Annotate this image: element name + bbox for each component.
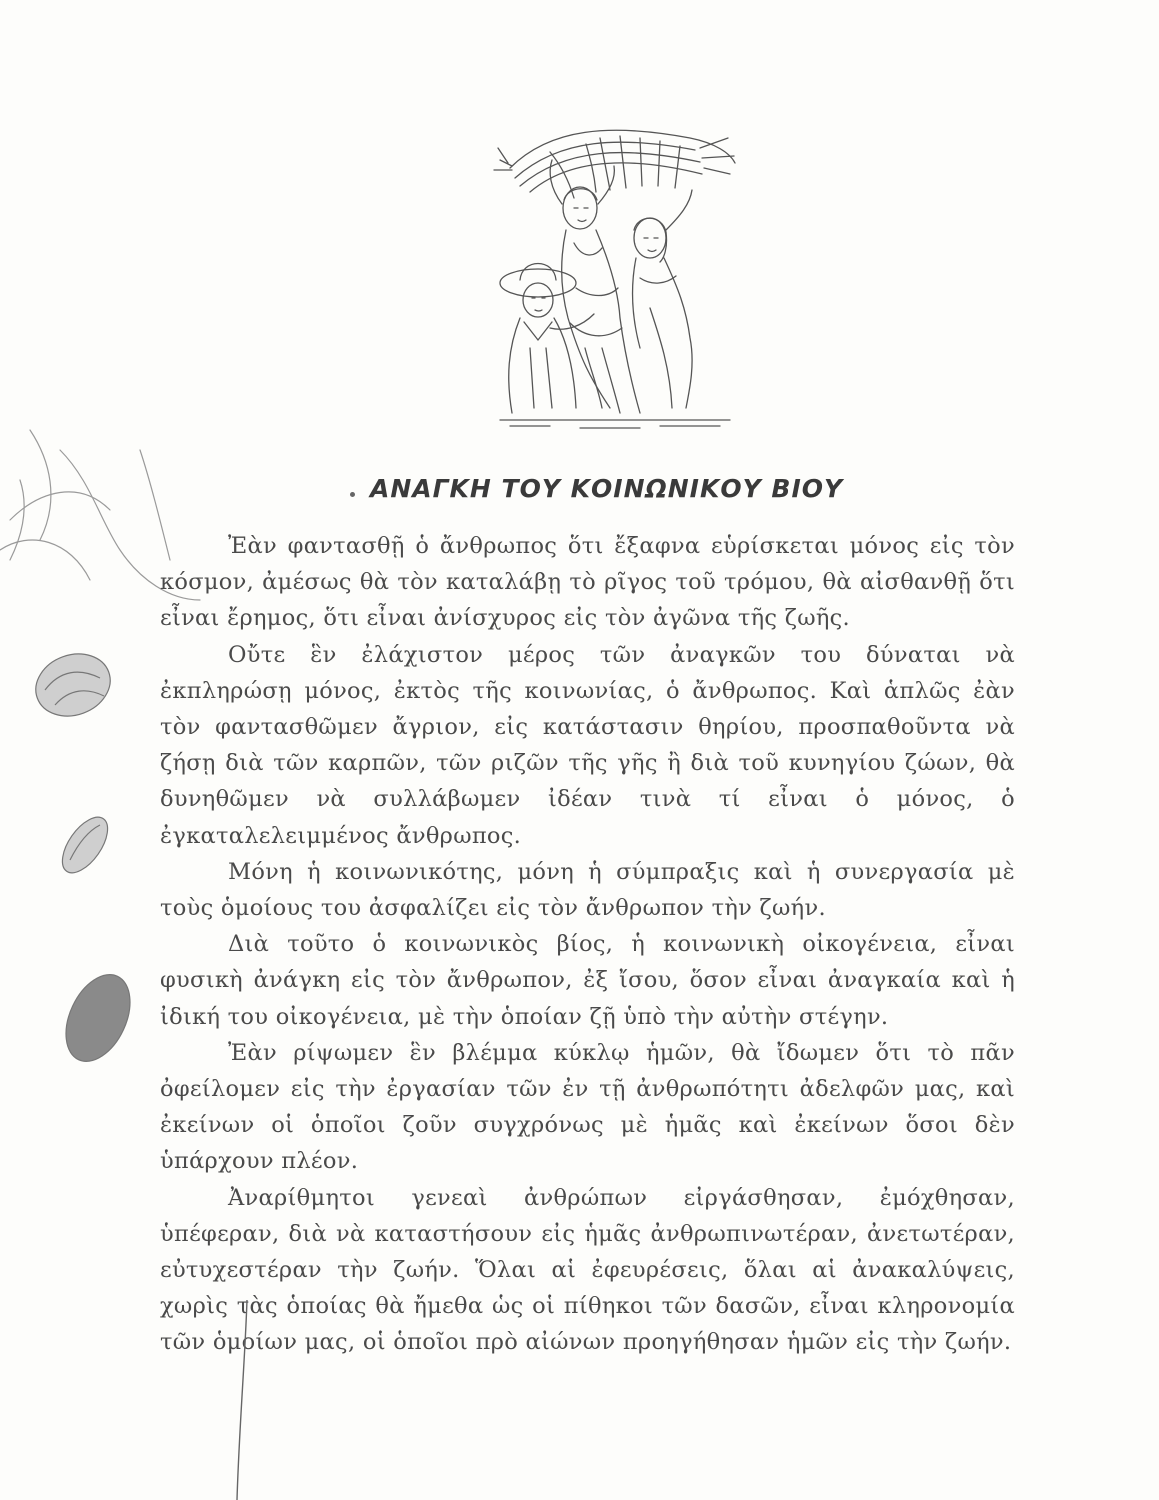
title-dot <box>350 492 355 497</box>
body-text <box>160 528 1015 1361</box>
paragraph-3: Μόνη ἡ κοινωνικότης, μόνη ἡ σύμπραξις καὶ ἡ συνεργασία μὲ τοὺς ὁμοίους του ἀσφαλίζει εἰς τὸν ἄνθρωπον τὴν ζωήν. <box>160 858 1015 922</box>
paragraph-4: Διὰ τοῦτο ὁ κοινωνικὸς βίος, ἡ κοινωνικὴ οἰκογένεια, εἶναι φυσικὴ ἀνάγκη εἰς τὸν ἄνθρωπον, ἐξ ἴσου, ὅσον εἶναι ἀναγκαία καὶ ἡ ἰδική του οἰκογένεια, μὲ τὴν ὁποίαν ζῇ ὑπὸ τὴν αὐτὴν στέγην. <box>160 931 1015 1030</box>
page-title: ΑΝΑΓΚΗ ΤΟΥ ΚΟΙΝΩΝΙΚΟΥ ΒΙΟΥ <box>370 474 844 503</box>
paragraph-6: Ἀναρίθμητοι γενεαὶ ἀνθρώπων εἰργάσθησαν, ἐμόχθησαν, ὑπέφεραν, διὰ νὰ καταστήσουν εἰς ἡμᾶς ἀνθρωπινωτέραν, ἀνετωτέραν, εὐτυχεστέραν τὴν ζωήν. Ὅλαι αἱ ἐφευρέσεις, ὅλαι αἱ ἀνακαλύψεις, χωρὶς τὰς ὁποίας θὰ ἤμεθα ὡς οἱ πίθηκοι τῶν δασῶν, εἶναι κληρονομία τῶν ὁμοίων μας, οἱ ὁποῖοι πρὸ αἰώνων προηγήθησαν ἡμῶν εἰς τὴν ζωήν. <box>160 1184 1015 1356</box>
paragraph-2: Οὔτε ἓν ἐλάχιστον μέρος τῶν ἀναγκῶν του δύναται νὰ ἐκπληρώσῃ μόνος, ἐκτὸς τῆς κοινωνίας, ὁ ἄνθρωπος. Καὶ ἁπλῶς ἐὰν τὸν φαντασθῶμεν ἄγριον, εἰς κατάστασιν θηρίου, προσπαθοῦντα νὰ ζήσῃ διὰ τῶν καρπῶν, τῶν ριζῶν τῆς γῆς ἢ διὰ τοῦ κυνηγίου ζώων, θὰ δυνηθῶμεν νὰ συλλάβωμεν ἰδέαν τινὰ τί εἶναι ὁ μόνος, ὁ ἐγκαταλελειμμένος ἄνθρωπος. <box>160 641 1015 849</box>
paragraph-1: Ἐὰν φαντασθῇ ὁ ἄνθρωπος ὅτι ἔξαφνα εὑρίσκεται μόνος εἰς τὸν κόσμον, ἀμέσως θὰ τὸν καταλάβῃ τὸ ρῖγος τοῦ τρόμου, θὰ αἰσθανθῇ ὅτι εἶναι ἔρημος, ὅτι εἶναι ἀνίσχυρος εἰς τὸν ἀγῶνα τῆς ζωῆς. <box>160 533 1015 632</box>
harvesters-illustration <box>490 108 740 438</box>
paragraph-5: Ἐὰν ρίψωμεν ἓν βλέμμα κύκλῳ ἡμῶν, θὰ ἴδωμεν ὅτι τὸ πᾶν ὀφείλομεν εἰς τὴν ἐργασίαν τῶν ἐν τῇ ἀνθρωπότητι ἀδελφῶν μας, καὶ ἐκείνων οἱ ὁποῖοι ζοῦν συγχρόνως μὲ ἡμᾶς καὶ ἐκείνων ὅσοι δὲν ὑπάρχουν πλέον. <box>160 1039 1015 1175</box>
pencil-mark <box>225 1300 265 1500</box>
